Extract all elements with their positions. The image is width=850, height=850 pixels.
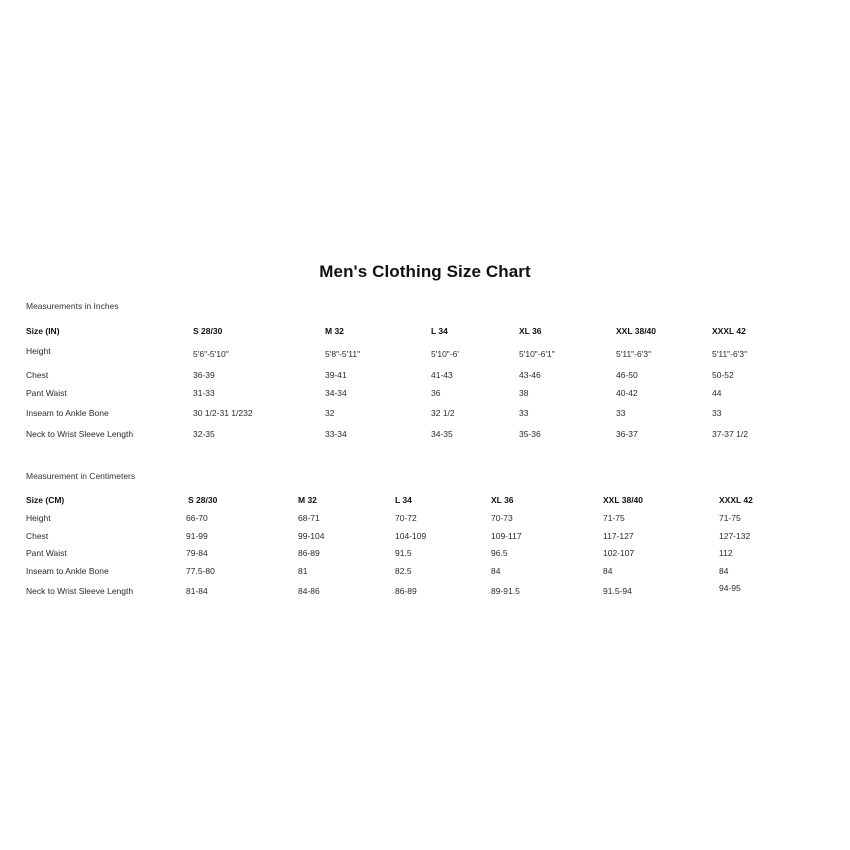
- table-row: [0, 368, 850, 382]
- cell-value: 86-89: [395, 586, 417, 596]
- cell-value: 84: [491, 566, 501, 576]
- cm-header-size: Size (CM): [26, 495, 65, 505]
- cell-value: 32-35: [193, 429, 215, 439]
- inches-header-row: [0, 324, 850, 338]
- table-row: [0, 511, 850, 525]
- row-label: Chest: [26, 370, 49, 380]
- cell-value: 44: [712, 388, 722, 398]
- cell-value: 117-127: [603, 531, 634, 541]
- table-row: [0, 386, 850, 400]
- cell-value: 36-37: [616, 429, 638, 439]
- cell-value: 5'6"-5'10": [193, 349, 229, 359]
- cell-value: 41-43: [431, 370, 453, 380]
- cell-value: 77.5-80: [186, 566, 215, 576]
- row-label: Pant Waist: [26, 388, 67, 398]
- cell-value: 30 1/2-31 1/232: [193, 408, 253, 418]
- cell-value: 35-36: [519, 429, 541, 439]
- cell-value: 79-84: [186, 548, 208, 558]
- cell-value: 5'11"-6'3": [616, 349, 652, 359]
- cell-value: 36-39: [193, 370, 215, 380]
- cell-value: 81: [298, 566, 308, 576]
- table-row: [0, 584, 850, 598]
- cell-value: 84: [603, 566, 613, 576]
- cm-header-xl: XL 36: [491, 495, 514, 505]
- inches-header-xl: XL 36: [519, 326, 542, 336]
- cell-value: 112: [719, 548, 733, 558]
- cell-value: 127-132: [719, 531, 751, 541]
- cm-header-l: L 34: [395, 495, 412, 505]
- cell-value: 66-70: [186, 513, 208, 523]
- cell-value: 82.5: [395, 566, 412, 576]
- table-row: [0, 344, 850, 358]
- cell-value: 84: [719, 566, 729, 576]
- row-label: Inseam to Ankle Bone: [26, 566, 109, 576]
- cell-value: 70-73: [491, 513, 513, 523]
- cell-value: 71-75: [719, 513, 741, 523]
- cm-header-s: S 28/30: [188, 495, 218, 505]
- centimeters-section-label: Measurement in Centimeters: [26, 471, 136, 481]
- cell-value: 81-84: [186, 586, 208, 596]
- cell-value: 5'11"-6'3": [712, 349, 748, 359]
- cell-value: 70-72: [395, 513, 417, 523]
- cell-value: 33: [616, 408, 626, 418]
- cell-value: 99-104: [298, 531, 325, 541]
- cm-header-xxl: XXL 38/40: [603, 495, 644, 505]
- cell-value: 39-41: [325, 370, 347, 380]
- inches-header-size: Size (IN): [26, 326, 60, 336]
- row-label: Chest: [26, 531, 49, 541]
- cell-value: 32 1/2: [431, 408, 455, 418]
- table-row: [0, 529, 850, 543]
- cell-value: 33: [519, 408, 529, 418]
- cell-value: 5'8"-5'11": [325, 349, 361, 359]
- cell-value: 40-42: [616, 388, 638, 398]
- inches-header-s: S 28/30: [193, 326, 223, 336]
- cell-value: 5'10"-6': [431, 349, 460, 359]
- row-label: Height: [26, 513, 51, 523]
- cm-header-xxxl: XXXL 42: [719, 495, 753, 505]
- cell-value: 91-99: [186, 531, 208, 541]
- cell-value: 33-34: [325, 429, 347, 439]
- inches-header-l: L 34: [431, 326, 448, 336]
- table-row: [0, 564, 850, 578]
- table-row: [0, 406, 850, 420]
- table-row: [0, 546, 850, 560]
- cell-value: 36: [431, 388, 441, 398]
- cell-value: 102-107: [603, 548, 635, 558]
- cell-value: 71-75: [603, 513, 625, 523]
- inches-header-xxl: XXL 38/40: [616, 326, 657, 336]
- cell-value: 33: [712, 408, 722, 418]
- cell-value: 31-33: [193, 388, 215, 398]
- inches-header-m: M 32: [325, 326, 344, 336]
- cell-value: 96.5: [491, 548, 508, 558]
- cell-value: 5'10"-6'1": [519, 349, 555, 359]
- cell-value: 37-37 1/2: [712, 429, 748, 439]
- row-label: Inseam to Ankle Bone: [26, 408, 109, 418]
- centimeters-header-row: [0, 493, 850, 507]
- inches-header-xxxl: XXXL 42: [712, 326, 746, 336]
- table-row: [0, 427, 850, 441]
- cell-value: 68-71: [298, 513, 320, 523]
- row-label: Neck to Wrist Sleeve Length: [26, 429, 134, 439]
- cell-value: 94-95: [719, 583, 741, 593]
- cell-value: 43-46: [519, 370, 541, 380]
- cell-value: 34-34: [325, 388, 347, 398]
- cell-value: 38: [519, 388, 529, 398]
- page-title: Men's Clothing Size Chart: [319, 262, 531, 281]
- cell-value: 86-89: [298, 548, 320, 558]
- cell-value: 89-91.5: [491, 586, 520, 596]
- cell-value: 109-117: [491, 531, 522, 541]
- cell-value: 91.5-94: [603, 586, 632, 596]
- inches-section-label: Measurements in Inches: [26, 301, 119, 311]
- cell-value: 84-86: [298, 586, 320, 596]
- cell-value: 104-109: [395, 531, 427, 541]
- cell-value: 32: [325, 408, 335, 418]
- row-label: Height: [26, 346, 51, 356]
- cell-value: 34-35: [431, 429, 453, 439]
- row-label: Pant Waist: [26, 548, 67, 558]
- cm-header-m: M 32: [298, 495, 317, 505]
- row-label: Neck to Wrist Sleeve Length: [26, 586, 134, 596]
- cell-value: 50-52: [712, 370, 734, 380]
- cell-value: 46-50: [616, 370, 638, 380]
- cell-value: 91.5: [395, 548, 412, 558]
